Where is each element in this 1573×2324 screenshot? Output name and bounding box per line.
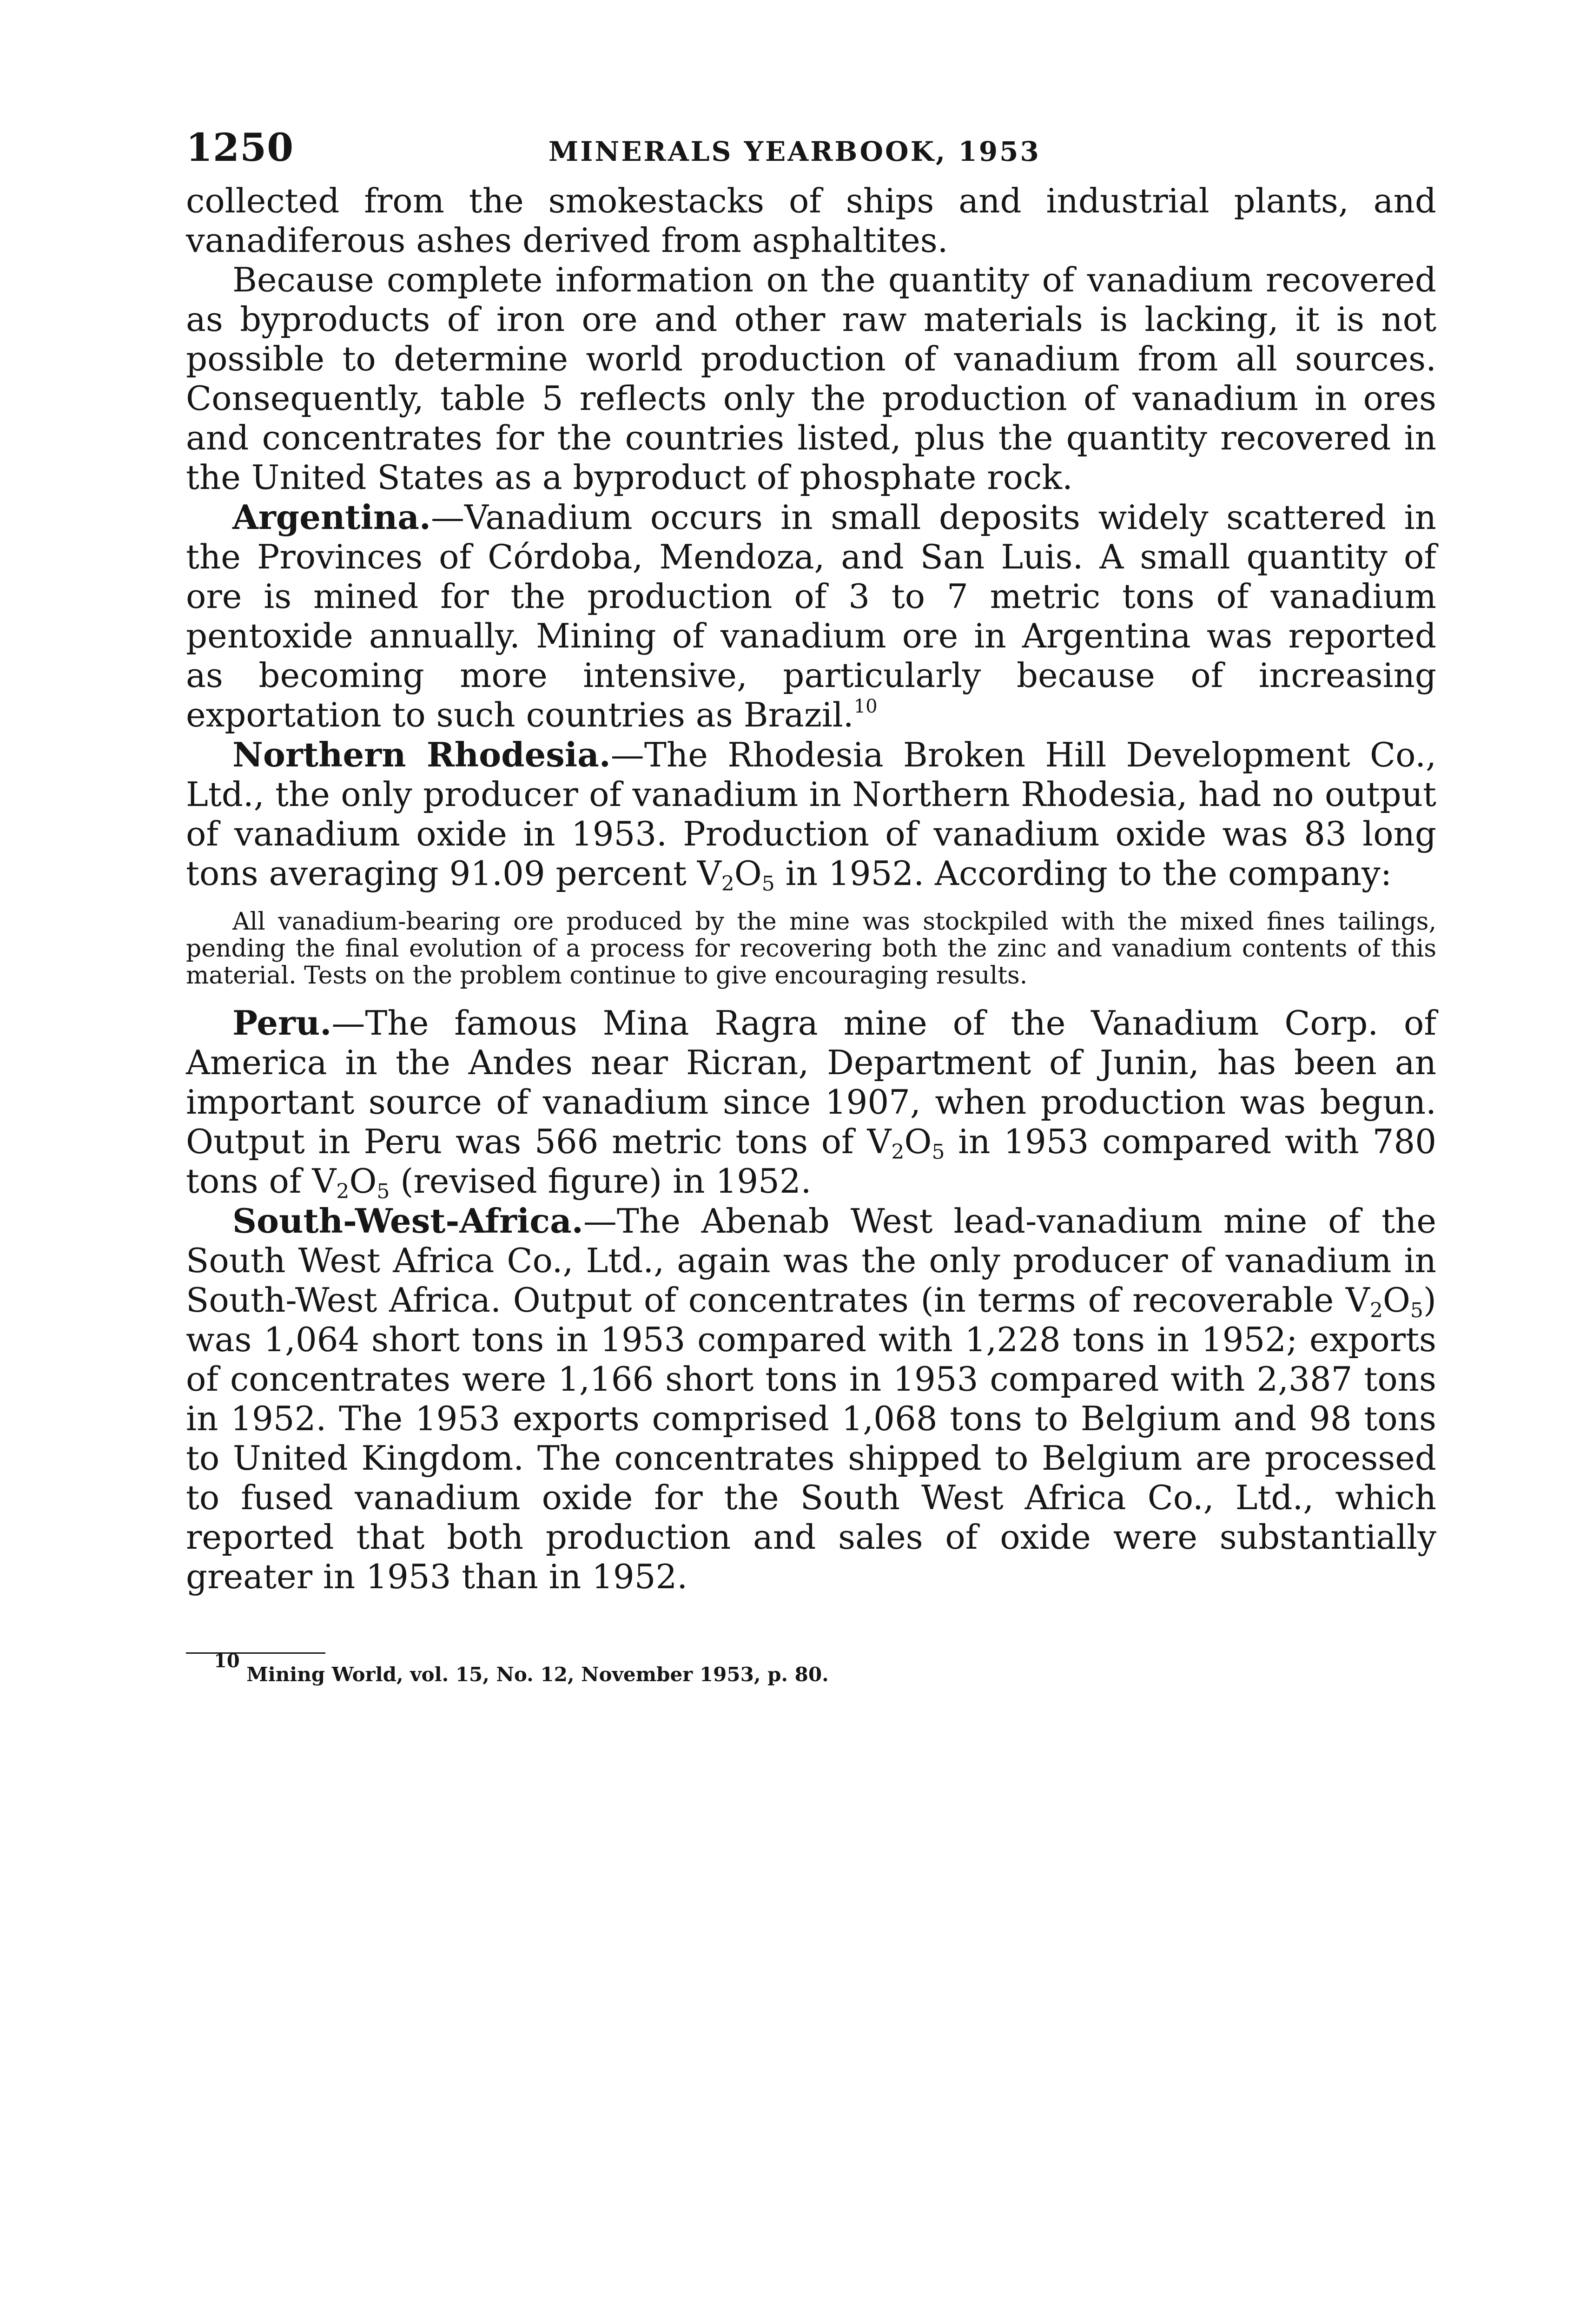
south-west-africa-text: O bbox=[1382, 1281, 1410, 1320]
subscript: 5 bbox=[377, 1180, 390, 1203]
footnote-divider bbox=[186, 1652, 325, 1654]
northern-rhodesia-text: —The Rhodesia Broken Hill Development Co., Ltd., the only producer of vanadium in Northern Rhodesia, had no output of vanadium oxide in 1953. Production of vanadium oxide was 83 long tons averaging 91.09 percent V bbox=[186, 735, 1436, 893]
peru-text: in 1953 compared with 780 tons of V bbox=[186, 1122, 1437, 1201]
argentina-text: —Vanadium occurs in small deposits widely scattered in the Provinces of Córdoba, Mendoza, and San Luis. A small quantity of ore is mined for the production of 3 to 7 metric tons of vanadium pentoxide annually. Mining of vanadium ore in Argentina was reported as becoming more intensive, particularly because of increasing exportation to such countries as Brazil. bbox=[186, 498, 1436, 734]
footnote-marker: 10 bbox=[214, 1650, 240, 1672]
subscript: 2 bbox=[336, 1180, 350, 1203]
footnote bbox=[186, 1650, 1436, 1687]
document-page bbox=[186, 125, 1436, 1687]
subscript: 2 bbox=[721, 872, 734, 896]
subscript: 5 bbox=[1410, 1299, 1423, 1322]
subscript: 2 bbox=[1369, 1299, 1383, 1322]
world-production-paragraph: Because complete information on the quantity of vanadium recovered as byproducts of iron ore and other raw materials is lacking, it is not possible to determine world production of vanadium from all sources. Consequently, table 5 reflects only the production of vanadium in ores and concentrates for the countries listed, plus the quantity recovered in the United States as a byproduct of phosphate rock. bbox=[186, 260, 1436, 497]
peru-heading: Peru. bbox=[232, 1003, 332, 1043]
argentina-paragraph bbox=[186, 497, 1436, 735]
footnote-reference: 10 bbox=[853, 696, 878, 717]
page-number: 1250 bbox=[186, 125, 294, 170]
south-west-africa-paragraph bbox=[186, 1201, 1436, 1597]
northern-rhodesia-heading: Northern Rhodesia. bbox=[232, 735, 611, 774]
peru-text: (revised figure) in 1952. bbox=[390, 1162, 812, 1201]
subscript: 5 bbox=[932, 1140, 945, 1164]
northern-rhodesia-paragraph bbox=[186, 735, 1436, 896]
peru-text: O bbox=[349, 1162, 377, 1201]
peru-text: O bbox=[904, 1122, 932, 1161]
body-text bbox=[186, 181, 1436, 1597]
footnote-text: Mining World, vol. 15, No. 12, November 1953, p. 80. bbox=[246, 1663, 829, 1686]
south-west-africa-heading: South-West-Africa. bbox=[232, 1201, 583, 1241]
peru-text: —The famous Mina Ragra mine of the Vanadium Corp. of America in the Andes near Ricran, Department of Junin, has been an important source of vanadium since 1907, when production was begun. Output in Peru was 566 metric tons of V bbox=[186, 1004, 1436, 1161]
northern-rhodesia-text: in 1952. According to the company: bbox=[774, 854, 1392, 893]
subscript: 5 bbox=[761, 872, 775, 896]
argentina-heading: Argentina. bbox=[232, 497, 431, 537]
south-west-africa-text: —The Abenab West lead-vanadium mine of the South West Africa Co., Ltd., again was the only producer of vanadium in South-West Africa. Output of concentrates (in terms of recoverable V bbox=[186, 1202, 1436, 1320]
company-quote: All vanadium-bearing ore produced by the mine was stockpiled with the mixed fines tailings, pending the final evolution of a process for recovering both the zinc and vanadium contents of this material. Tests on the problem continue to give encouraging results. bbox=[186, 908, 1436, 990]
intro-paragraph: collected from the smokestacks of ships and industrial plants, and vanadiferous ashes derived from asphaltites. bbox=[186, 181, 1436, 260]
northern-rhodesia-text: O bbox=[734, 854, 762, 893]
peru-paragraph bbox=[186, 1003, 1436, 1201]
running-title: MINERALS YEARBOOK, 1953 bbox=[549, 136, 1041, 167]
subscript: 2 bbox=[891, 1140, 905, 1164]
south-west-africa-text: ) was 1,064 short tons in 1953 compared with 1,228 tons in 1952; exports of concentrates were 1,166 short tons in 1953 compared with 2,387 tons in 1952. The 1953 exports comprised 1,068 tons to Belgium and 98 tons to United Kingdom. The concentrates shipped to Belgium are processed to fused vanadium oxide for the South West Africa Co., Ltd., which reported that both production and sales of oxide were substantially greater in 1953 than in 1952. bbox=[186, 1281, 1436, 1596]
running-header bbox=[186, 125, 1436, 181]
